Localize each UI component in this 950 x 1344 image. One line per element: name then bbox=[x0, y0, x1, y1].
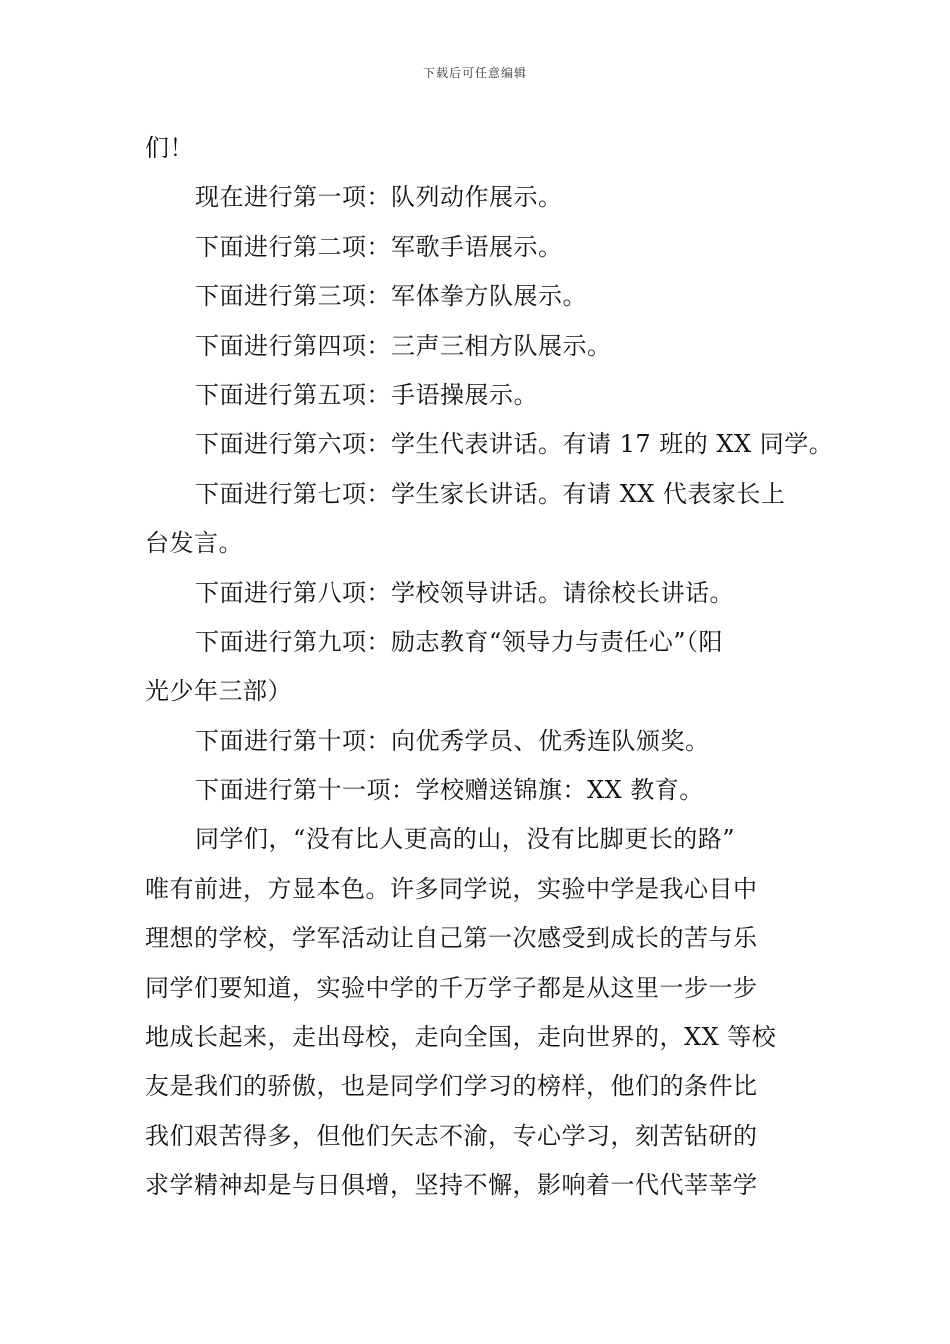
text-line: 下面进行第十项：向优秀学员、优秀连队颁奖。 bbox=[195, 726, 710, 755]
text-line: 友是我们的骄傲，也是同学们学习的榜样，他们的条件比 bbox=[145, 1072, 758, 1101]
text-line: 们！ bbox=[145, 134, 194, 162]
text-line: 下面进行第九项：励志教育“领导力与责任心”（阳 bbox=[195, 627, 724, 656]
text-line: 下面进行第七项：学生家长讲话。有请 XX 代表家长上 bbox=[195, 479, 786, 508]
text-line: 下面进行第三项：军体拳方队展示。 bbox=[195, 282, 587, 311]
text-line: 下面进行第五项：手语操展示。 bbox=[195, 380, 538, 409]
text-line: 理想的学校，学军活动让自己第一次感受到成长的苦与乐 bbox=[145, 924, 758, 953]
text-line: 唯有前进，方显本色。许多同学说，实验中学是我心目中 bbox=[145, 874, 758, 903]
text-line: 我们艰苦得多，但他们矢志不渝，专心学习，刻苦钻研的 bbox=[145, 1121, 758, 1150]
text-line: 地成长起来，走出母校，走向全国，走向世界的，XX 等校 bbox=[145, 1023, 777, 1052]
page-header: 下载后可任意编辑 bbox=[422, 66, 527, 80]
text-line: 现在进行第一项：队列动作展示。 bbox=[195, 183, 563, 212]
document-body bbox=[145, 124, 834, 1211]
text-line: 同学们，“没有比人更高的山，没有比脚更长的路” bbox=[195, 825, 736, 854]
text-line: 下面进行第六项：学生代表讲话。有请 17 班的 XX 同学。 bbox=[195, 430, 834, 459]
text-line: 下面进行第十一项：学校赠送锦旗：XX 教育。 bbox=[195, 776, 704, 805]
text-line: 同学们要知道，实验中学的千万学子都是从这里一步一步 bbox=[145, 973, 758, 1002]
text-line: 光少年三部） bbox=[145, 677, 292, 706]
text-line: 台发言。 bbox=[145, 529, 243, 558]
text-line: 下面进行第四项：三声三相方队展示。 bbox=[195, 331, 612, 360]
text-line: 求学精神却是与日俱增，坚持不懈，影响着一代代莘莘学 bbox=[145, 1171, 758, 1200]
text-line: 下面进行第二项：军歌手语展示。 bbox=[195, 232, 563, 261]
text-line: 下面进行第八项：学校领导讲话。请徐校长讲话。 bbox=[195, 578, 734, 607]
